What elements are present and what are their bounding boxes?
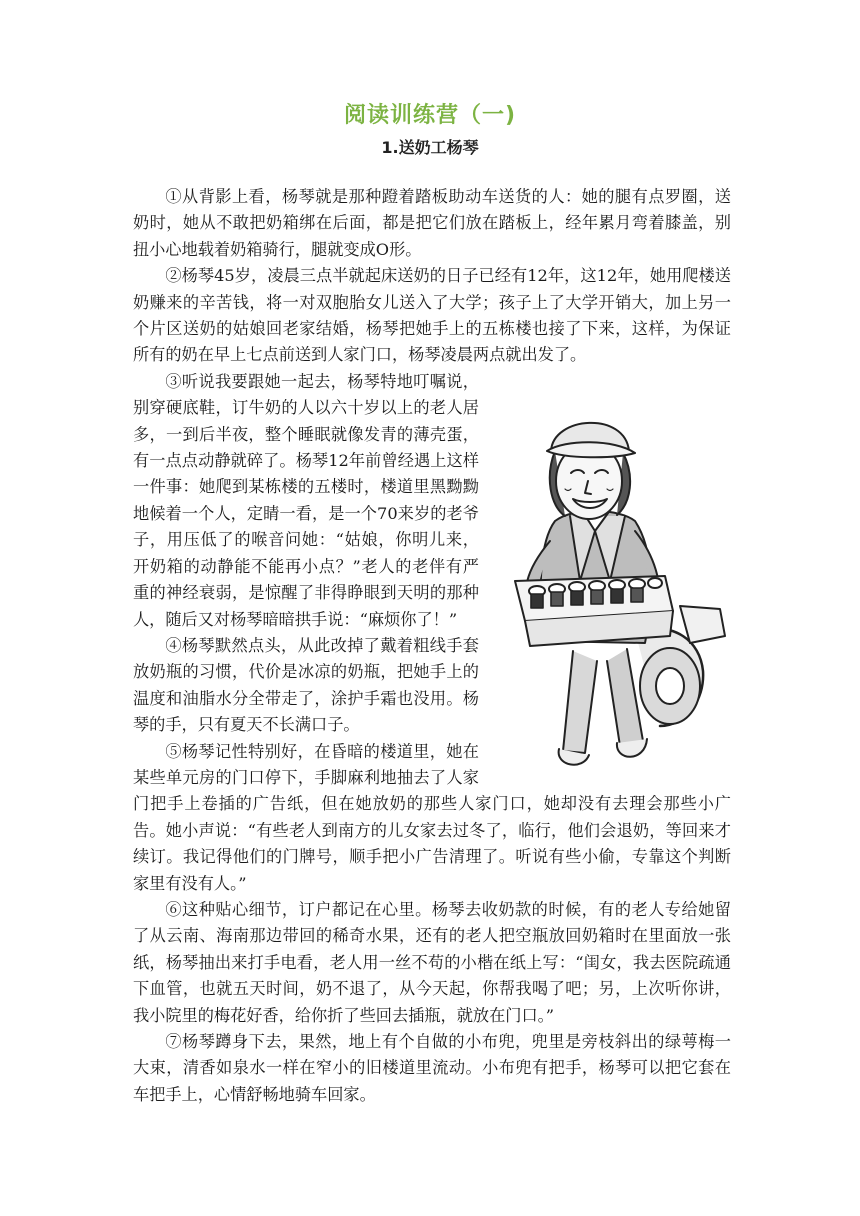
article-body (133, 184, 731, 1108)
paragraph-7: ⑦杨琴蹲身下去，果然，地上有个自做的小布兜，兜里是旁枝斜出的绿萼梅一大束，清香如泉水一样在窄小的旧楼道里流动。小布兜有把手，杨琴可以把它套在车把手上，心情舒畅地骑车回家。 (133, 1032, 731, 1104)
paragraph-3: ③听说我要跟她一起去，杨琴特地叮嘱说，别穿硬底鞋，订牛奶的人以六十岁以上的老人居多，一到后半夜，整个睡眠就像发青的薄壳蛋，有一点点动静就碎了。杨琴12年前曾经遇上这样一件事：她爬到某栋楼的五楼时，楼道里黑黝黝地候着一个人，定睛一看，是一个70来岁的老爷子，用压低了的喉音问她：“姑娘，你明儿来，开奶箱的动静能不能再小点？”老人的老伴有严重的神经衰弱，是惊醒了非得睁眼到天明的那种人，随后又对杨琴暗暗拱手说：“麻烦你了！” (133, 371, 479, 629)
article-title: 1.送奶工杨琴 (381, 138, 479, 157)
paragraph-2: ②杨琴45岁，凌晨三点半就起床送奶的日子已经有12年，这12年，她用爬楼送奶赚来的辛苦钱，将一对双胞胎女儿送入了大学；孩子上了大学开销大，加上另一个片区送奶的姑娘回老家结婚，杨琴把她手上的五栋楼也接了下来，这样，为保证所有的奶在早上七点前送到人家门口，杨琴凌晨两点就出发了。 (133, 266, 731, 365)
paragraph-1: ①从背影上看，杨琴就是那种蹬着踏板助动车送货的人：她的腿有点罗圈，送奶时，她从不敢把奶箱绑在后面，都是把它们放在踏板上，经年累月弯着膝盖，别扭小心地载着奶箱骑行，腿就变成O形。 (133, 187, 731, 259)
milk-delivery-woman-illustration (485, 381, 737, 777)
paragraph-4: ④杨琴默然点头，从此改掉了戴着粗线手套放奶瓶的习惯，代价是冰凉的奶瓶，把她手上的温度和油脂水分全带走了，涂护手霜也没用。杨琴的手，只有夏天不长满口子。 (133, 635, 479, 735)
paragraph-6: ⑥这种贴心细节，订户都记在心里。杨琴去收奶款的时候，有的老人专给她留了从云南、海南那边带回的稀奇水果，还有的老人把空瓶放回奶箱时在里面放一张纸，杨琴抽出来打手电看，老人用一丝不苟的小楷在纸上写：“闺女，我去医院疏通下血管，也就五天时间，奶不退了，从今天起，你帮我喝了吧；另，上次听你讲，我小院里的梅花好香，给你折了些回去插瓶，就放在门口。” (133, 899, 731, 1025)
page-title: 阅读训练营（一) (343, 103, 517, 128)
paragraph-5: ⑤杨琴记性特别好，在昏暗的楼道里，她在某些单元房的门口停下，手脚麻利地抽去了人家门把手上卷插的广告纸，但在她放奶的那些人家门口，她却没有去理会那些小广告。她小声说：“有些老人到南方的儿女家去过冬了，临行，他们会退奶，等回来才续订。我记得他们的门牌号，顺手把小广告清理了。听说有些小偷，专靠这个判断家里有没有人。” (133, 741, 731, 893)
